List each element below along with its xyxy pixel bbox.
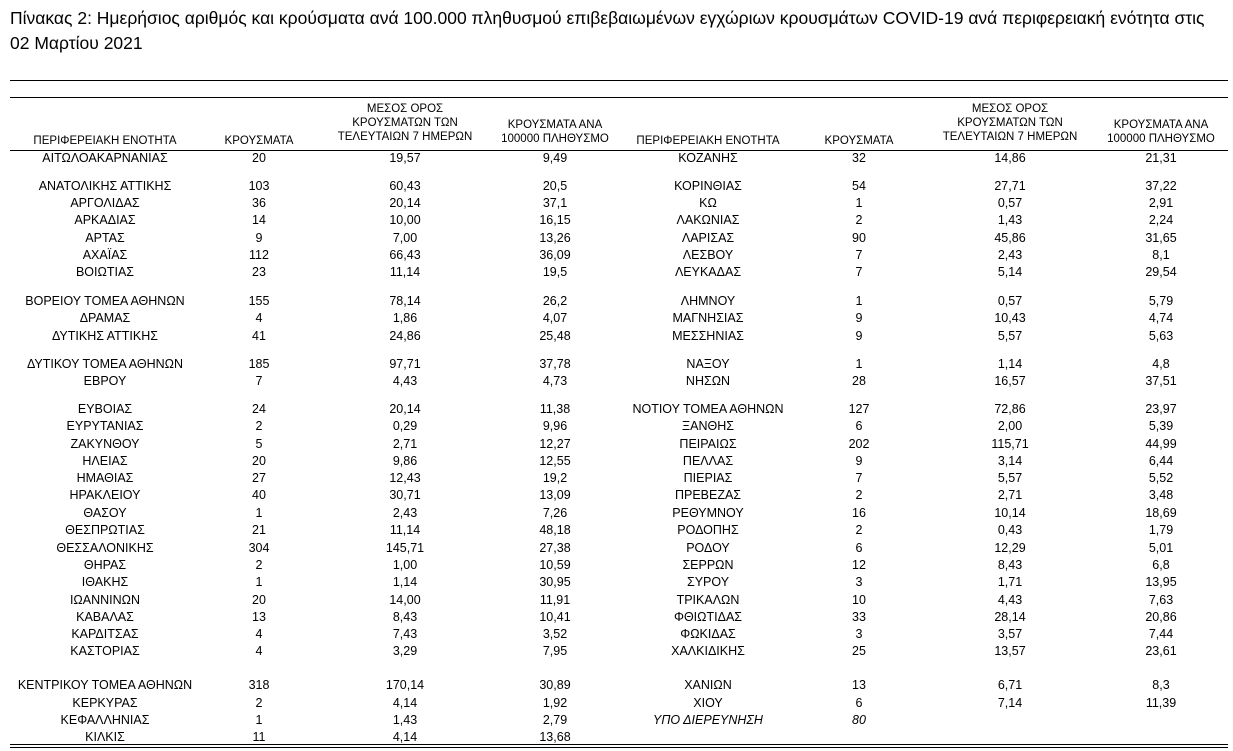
cell-cases: 9 [855, 311, 863, 325]
cell-per100k: 3,52 [542, 627, 568, 641]
cell-avg7: 19,57 [389, 151, 421, 165]
cell-region: ΗΜΑΘΙΑΣ [76, 471, 134, 485]
cell-per100k: 11,39 [1145, 696, 1177, 710]
cell-region: ΘΑΣΟΥ [83, 506, 127, 520]
cell-cases: 13 [252, 610, 266, 624]
cell-per100k: 4,8 [1152, 357, 1170, 371]
cell-avg7: 12,29 [994, 541, 1026, 555]
cell-avg7: 60,43 [389, 179, 421, 193]
cell-per100k: 10,41 [539, 610, 571, 624]
cell-cases: 1 [255, 713, 263, 727]
cell-cases: 9 [855, 454, 863, 468]
cell-cases: 20 [252, 593, 266, 607]
cell-region: ΙΘΑΚΗΣ [81, 575, 129, 589]
cell-per100k: 10,59 [539, 558, 571, 572]
cell-region: ΦΘΙΩΤΙΔΑΣ [673, 610, 743, 624]
cell-region: ΝΟΤΙΟΥ ΤΟΜΕΑ ΑΘΗΝΩΝ [632, 402, 784, 416]
cell-cases: 304 [248, 541, 270, 555]
cell-avg7: 7,14 [997, 696, 1023, 710]
cell-cases: 6 [855, 419, 863, 433]
cell-region: ΛΗΜΝΟΥ [680, 294, 736, 308]
cell-per100k: 31,65 [1145, 231, 1177, 245]
cell-per100k: 37,1 [542, 196, 568, 210]
cell-per100k: 2,24 [1148, 213, 1174, 227]
cell-per100k: 11,91 [539, 593, 571, 607]
cell-cases: 7 [255, 374, 263, 388]
cell-cases: 2 [855, 213, 863, 227]
header-avg7-right: ΜΕΣΟΣ ΟΡΟΣ ΚΡΟΥΣΜΑΤΩΝ ΤΩΝ ΤΕΛΕΥΤΑΙΩΝ 7 ΗΜΕΡΩΝ [942, 103, 1078, 143]
cell-avg7: 145,71 [385, 541, 425, 555]
header-top-rule [10, 97, 1228, 98]
cell-per100k: 44,99 [1145, 437, 1177, 451]
cell-region: ΚΑΡΔΙΤΣΑΣ [71, 627, 139, 641]
cell-cases: 27 [252, 471, 266, 485]
cell-cases: 7 [855, 248, 863, 262]
cell-region: ΧΑΝΙΩΝ [684, 678, 732, 692]
cell-per100k: 11,38 [539, 402, 571, 416]
cell-cases: 4 [255, 644, 263, 658]
cell-avg7: 2,71 [392, 437, 418, 451]
cell-region: ΕΥΡΥΤΑΝΙΑΣ [66, 419, 144, 433]
cell-avg7: 2,71 [997, 488, 1023, 502]
cell-region: ΚΕΦΑΛΛΗΝΙΑΣ [60, 713, 150, 727]
table-title: Πίνακας 2: Ημερήσιος αριθμός και κρούσματα ανά 100.000 πληθυσμού επιβεβαιωμένων εγχώριων κρουσμάτων COVID-19 ανά περιφερειακή ενότητα στις 02 Μαρτίου 2021 [10, 8, 1205, 53]
cell-avg7: 7,00 [392, 231, 418, 245]
cell-per100k: 19,5 [542, 265, 568, 279]
cell-cases: 13 [852, 678, 866, 692]
cell-avg7: 1,43 [392, 713, 418, 727]
cell-avg7: 10,43 [994, 311, 1026, 325]
cell-cases: 2 [255, 696, 263, 710]
cell-cases: 155 [248, 294, 270, 308]
cell-cases: 127 [848, 402, 870, 416]
cell-region: ΑΙΤΩΛΟΑΚΑΡΝΑΝΙΑΣ [42, 151, 168, 165]
cell-cases: 90 [852, 231, 866, 245]
cell-avg7: 0,43 [997, 523, 1023, 537]
cell-cases: 4 [255, 627, 263, 641]
cell-region: ΞΑΝΘΗΣ [682, 419, 734, 433]
cell-per100k: 7,44 [1148, 627, 1174, 641]
cell-avg7: 2,43 [392, 506, 418, 520]
cell-per100k: 30,95 [539, 575, 571, 589]
cell-cases: 5 [255, 437, 263, 451]
cell-region: ΛΑΡΙΣΑΣ [681, 231, 735, 245]
cell-cases: 2 [255, 419, 263, 433]
cell-region: ΣΥΡΟΥ [686, 575, 730, 589]
cell-region: ΠΡΕΒΕΖΑΣ [674, 488, 742, 502]
cell-cases: 7 [855, 471, 863, 485]
cell-region: ΣΕΡΡΩΝ [682, 558, 734, 572]
cell-region: ΠΙΕΡΙΑΣ [683, 471, 733, 485]
cell-region: ΧΑΛΚΙΔΙΚΗΣ [671, 644, 745, 658]
cell-cases: 1 [255, 506, 263, 520]
cell-avg7: 10,00 [389, 213, 421, 227]
cell-per100k: 23,97 [1145, 402, 1177, 416]
cell-cases: 32 [852, 151, 866, 165]
cell-avg7: 3,57 [997, 627, 1023, 641]
cell-per100k: 37,78 [539, 357, 571, 371]
cell-per100k: 20,86 [1145, 610, 1177, 624]
cell-avg7: 1,86 [392, 311, 418, 325]
cell-per100k: 23,61 [1145, 644, 1177, 658]
cell-region: ΦΩΚΙΔΑΣ [680, 627, 736, 641]
cell-cases: 3 [855, 627, 863, 641]
cell-region: ΒΟΡΕΙΟΥ ΤΟΜΕΑ ΑΘΗΝΩΝ [25, 294, 185, 308]
cell-avg7: 78,14 [389, 294, 421, 308]
cell-region: ΚΕΝΤΡΙΚΟΥ ΤΟΜΕΑ ΑΘΗΝΩΝ [17, 678, 193, 692]
cell-cases: 1 [855, 196, 863, 210]
cell-avg7: 45,86 [994, 231, 1026, 245]
cell-region: ΑΝΑΤΟΛΙΚΗΣ ΑΤΤΙΚΗΣ [38, 179, 172, 193]
cell-avg7: 8,43 [997, 558, 1023, 572]
cell-region: ΛΑΚΩΝΙΑΣ [676, 213, 740, 227]
cell-cases: 202 [848, 437, 870, 451]
cell-cases: 14 [252, 213, 266, 227]
cell-region: ΚΩ [699, 196, 717, 210]
cell-cases: 7 [855, 265, 863, 279]
cell-per100k: 4,07 [542, 311, 568, 325]
header-region-left: ΠΕΡΙΦΕΡΕΙΑΚΗ ΕΝΟΤΗΤΑ [33, 135, 177, 147]
cell-region: ΡΟΔΟΠΗΣ [677, 523, 739, 537]
cell-region: ΚΟΖΑΝΗΣ [678, 151, 738, 165]
cell-cases: 6 [855, 696, 863, 710]
cell-per100k: 1,79 [1148, 523, 1174, 537]
cell-cases: 2 [855, 488, 863, 502]
cell-per100k: 2,91 [1148, 196, 1174, 210]
cell-avg7: 14,86 [994, 151, 1026, 165]
cell-cases: 23 [252, 265, 266, 279]
cell-avg7: 4,14 [392, 696, 418, 710]
cell-avg7: 11,14 [389, 265, 421, 279]
bottom-rule [10, 744, 1228, 745]
cell-cases: 2 [255, 558, 263, 572]
header-per100k-right: ΚΡΟΥΣΜΑΤΑ ΑΝΑ 100000 ΠΛΗΘΥΣΜΟ [1107, 119, 1215, 145]
cell-avg7: 5,14 [997, 265, 1023, 279]
cell-avg7: 0,29 [392, 419, 418, 433]
cell-per100k: 8,1 [1152, 248, 1170, 262]
cell-region: ΑΡΓΟΛΙΔΑΣ [70, 196, 140, 210]
cell-region: ΠΕΛΛΑΣ [682, 454, 734, 468]
cell-per100k: 12,27 [539, 437, 571, 451]
cell-avg7: 9,86 [392, 454, 418, 468]
cell-cases: 318 [248, 678, 270, 692]
cell-per100k: 37,51 [1145, 374, 1177, 388]
cell-avg7: 5,57 [997, 471, 1023, 485]
cell-avg7: 115,71 [991, 437, 1029, 451]
cell-per100k: 48,18 [539, 523, 571, 537]
cell-cases: 40 [252, 488, 266, 502]
cell-per100k: 26,2 [542, 294, 568, 308]
cell-per100k: 27,38 [539, 541, 571, 555]
cell-avg7: 97,71 [389, 357, 421, 371]
cell-per100k: 12,55 [539, 454, 571, 468]
cell-per100k: 7,63 [1148, 593, 1174, 607]
cell-per100k: 9,96 [542, 419, 568, 433]
cell-avg7: 4,43 [392, 374, 418, 388]
top-rule [10, 80, 1228, 81]
cell-region: ΙΩΑΝΝΙΝΩΝ [69, 593, 141, 607]
cell-cases: 1 [855, 357, 863, 371]
header-cases-right: ΚΡΟΥΣΜΑΤΑ [824, 135, 894, 147]
cell-cases: 10 [852, 593, 866, 607]
cell-avg7: 2,00 [997, 419, 1023, 433]
header-cases-left: ΚΡΟΥΣΜΑΤΑ [224, 135, 294, 147]
cell-cases: 185 [248, 357, 270, 371]
cell-cases: 28 [852, 374, 866, 388]
cell-region: ΚΑΣΤΟΡΙΑΣ [70, 644, 140, 658]
cell-region: ΛΕΣΒΟΥ [682, 248, 734, 262]
cell-avg7: 66,43 [389, 248, 421, 262]
cell-region: ΖΑΚΥΝΘΟΥ [70, 437, 140, 451]
cell-avg7: 0,57 [997, 294, 1023, 308]
cell-avg7: 1,14 [392, 575, 418, 589]
cell-avg7: 20,14 [389, 402, 421, 416]
cell-avg7: 12,43 [389, 471, 421, 485]
cell-avg7: 5,57 [997, 329, 1023, 343]
cell-region: ΚΕΡΚΥΡΑΣ [72, 696, 138, 710]
cell-per100k: 4,73 [542, 374, 568, 388]
cell-cases: 11 [252, 730, 266, 744]
cell-avg7: 1,43 [997, 213, 1023, 227]
cell-per100k: 13,95 [1145, 575, 1177, 589]
cell-region: ΧΙΟΥ [693, 696, 723, 710]
cell-region: ΒΟΙΩΤΙΑΣ [75, 265, 135, 279]
cell-region: ΜΕΣΣΗΝΙΑΣ [672, 329, 744, 343]
cell-cases: 103 [248, 179, 270, 193]
header-region-right: ΠΕΡΙΦΕΡΕΙΑΚΗ ΕΝΟΤΗΤΑ [636, 135, 780, 147]
cell-per100k: 25,48 [539, 329, 571, 343]
cell-cases: 2 [855, 523, 863, 537]
cell-cases: 24 [252, 402, 266, 416]
cell-region: ΝΗΣΩΝ [685, 374, 731, 388]
cell-cases: 41 [252, 329, 266, 343]
cell-region: ΛΕΥΚΑΔΑΣ [674, 265, 742, 279]
cell-region: ΚΑΒΑΛΑΣ [76, 610, 134, 624]
cell-per100k: 37,22 [1145, 179, 1177, 193]
cell-region: ΡΟΔΟΥ [686, 541, 730, 555]
cell-cases: 20 [252, 151, 266, 165]
cell-region: ΚΟΡΙΝΘΙΑΣ [674, 179, 742, 193]
cell-per100k: 5,63 [1148, 329, 1174, 343]
cell-region: ΕΒΡΟΥ [83, 374, 127, 388]
cell-region: ΑΡΤΑΣ [85, 231, 125, 245]
cell-per100k: 4,74 [1148, 311, 1174, 325]
cell-region: ΠΕΙΡΑΙΩΣ [679, 437, 737, 451]
cell-per100k: 3,48 [1148, 488, 1174, 502]
cell-per100k: 19,2 [542, 471, 568, 485]
cell-per100k: 9,49 [542, 151, 568, 165]
cell-cases: 1 [855, 294, 863, 308]
cell-per100k: 2,79 [542, 713, 568, 727]
cell-cases: 9 [855, 329, 863, 343]
cell-region: ΔΥΤΙΚΟΥ ΤΟΜΕΑ ΑΘΗΝΩΝ [26, 357, 184, 371]
cell-per100k: 29,54 [1145, 265, 1177, 279]
cell-cases: 112 [249, 248, 269, 262]
cell-region: ΘΕΣΣΑΛΟΝΙΚΗΣ [56, 541, 154, 555]
cell-per100k: 13,68 [539, 730, 571, 744]
cell-avg7: 30,71 [389, 488, 421, 502]
bottom-rule-double [10, 747, 1228, 748]
cell-cases: 6 [855, 541, 863, 555]
cell-avg7: 14,00 [389, 593, 421, 607]
cell-per100k: 36,09 [539, 248, 571, 262]
cell-cases: 33 [852, 610, 866, 624]
cell-avg7: 6,71 [997, 678, 1023, 692]
cell-region: ΗΛΕΙΑΣ [82, 454, 128, 468]
cell-cases: 1 [255, 575, 263, 589]
cell-avg7: 1,71 [997, 575, 1023, 589]
cell-cases: 12 [852, 558, 866, 572]
cell-avg7: 13,57 [994, 644, 1026, 658]
cell-cases: 21 [252, 523, 266, 537]
cell-region: ΝΑΞΟΥ [686, 357, 730, 371]
cell-per100k: 18,69 [1145, 506, 1177, 520]
cell-avg7: 4,14 [392, 730, 418, 744]
cell-per100k: 20,5 [542, 179, 568, 193]
cell-per100k: 5,52 [1148, 471, 1174, 485]
cell-region: ΑΧΑΪΑΣ [82, 248, 128, 262]
cell-avg7: 1,14 [997, 357, 1023, 371]
cell-per100k: 13,09 [539, 488, 571, 502]
cell-avg7: 0,57 [997, 196, 1023, 210]
cell-region: ΘΕΣΠΡΩΤΙΑΣ [65, 523, 145, 537]
cell-per100k: 16,15 [539, 213, 571, 227]
cell-cases: 3 [855, 575, 863, 589]
cell-region: ΔΥΤΙΚΗΣ ΑΤΤΙΚΗΣ [52, 329, 158, 343]
cell-region: ΔΡΑΜΑΣ [79, 311, 131, 325]
cell-per100k: 6,44 [1148, 454, 1174, 468]
cell-avg7: 7,43 [392, 627, 418, 641]
header-per100k-left: ΚΡΟΥΣΜΑΤΑ ΑΝΑ 100000 ΠΛΗΘΥΣΜΟ [501, 119, 609, 145]
cell-avg7: 3,14 [997, 454, 1023, 468]
cell-per100k: 7,26 [542, 506, 568, 520]
cell-region: ΜΑΓΝΗΣΙΑΣ [672, 311, 744, 325]
cell-region: ΗΡΑΚΛΕΙΟΥ [69, 488, 141, 502]
header-avg7-left: ΜΕΣΟΣ ΟΡΟΣ ΚΡΟΥΣΜΑΤΩΝ ΤΩΝ ΤΕΛΕΥΤΑΙΩΝ 7 ΗΜΕΡΩΝ [337, 103, 473, 143]
cell-cases: 25 [852, 644, 866, 658]
cell-avg7: 11,14 [389, 523, 421, 537]
cell-region: ΚΙΛΚΙΣ [85, 730, 125, 744]
cell-per100k: 5,39 [1148, 419, 1174, 433]
cell-cases: 20 [252, 454, 266, 468]
cell-cases: 4 [255, 311, 263, 325]
cell-per100k: 13,26 [539, 231, 571, 245]
cell-avg7: 16,57 [994, 374, 1026, 388]
cell-per100k: 30,89 [539, 678, 571, 692]
cell-per100k: 8,3 [1152, 678, 1170, 692]
cell-avg7: 72,86 [994, 402, 1026, 416]
cell-avg7: 27,71 [994, 179, 1026, 193]
cell-region: ΘΗΡΑΣ [83, 558, 127, 572]
cell-per100k: 7,95 [542, 644, 568, 658]
cell-region: ΡΕΘΥΜΝΟΥ [672, 506, 744, 520]
cell-cases: 9 [255, 231, 263, 245]
cell-per100k: 6,8 [1152, 558, 1170, 572]
cell-avg7: 170,14 [385, 678, 425, 692]
cell-cases: 80 [852, 713, 866, 727]
cell-region: ΑΡΚΑΔΙΑΣ [74, 213, 136, 227]
cell-region: ΥΠΟ ΔΙΕΡΕΥΝΗΣΗ [653, 713, 763, 727]
cell-per100k: 1,92 [542, 696, 568, 710]
cell-avg7: 1,00 [392, 558, 418, 572]
cell-avg7: 24,86 [389, 329, 421, 343]
cell-avg7: 4,43 [997, 593, 1023, 607]
cell-avg7: 3,29 [392, 644, 418, 658]
cell-cases: 54 [852, 179, 866, 193]
cell-avg7: 2,43 [997, 248, 1023, 262]
cell-cases: 36 [252, 196, 266, 210]
cell-per100k: 21,31 [1145, 151, 1177, 165]
cell-avg7: 10,14 [994, 506, 1026, 520]
cell-avg7: 28,14 [994, 610, 1026, 624]
cell-cases: 16 [852, 506, 866, 520]
cell-per100k: 5,01 [1148, 541, 1174, 555]
cell-avg7: 8,43 [392, 610, 418, 624]
cell-region: ΤΡΙΚΑΛΩΝ [676, 593, 740, 607]
cell-avg7: 20,14 [389, 196, 421, 210]
cell-region: ΕΥΒΟΙΑΣ [77, 402, 133, 416]
cell-per100k: 5,79 [1148, 294, 1174, 308]
